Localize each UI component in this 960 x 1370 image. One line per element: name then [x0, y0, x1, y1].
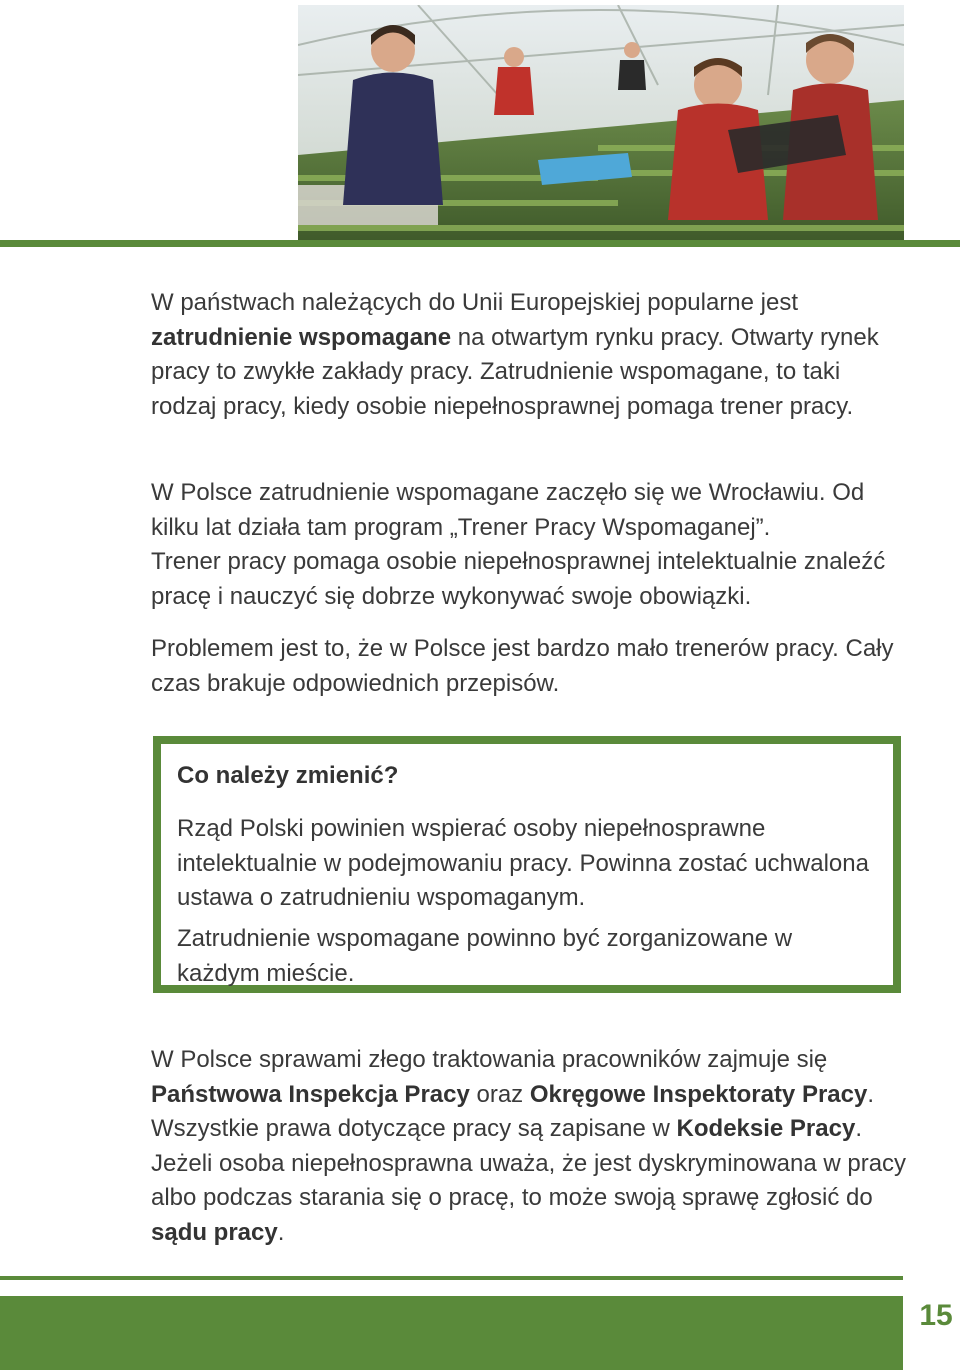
footer-line — [0, 1276, 903, 1280]
footer-bar — [0, 1296, 903, 1370]
paragraph-supported-employment: W państwach należących do Unii Europejskiej popularne jest zatrudnienie wspomagane na otwartym rynku pracy. Otwarty rynek pracy to zwykłe zakłady pracy. Zatrudnienie wspomagane, to taki rodzaj pracy, kiedy osobie niepełnosprawnej pomaga trener pracy. — [151, 289, 879, 420]
paragraph-wroclaw-program: W Polsce zatrudnienie wspomagane zaczęło się we Wrocławiu. Od kilku lat działa tam program „Trener Pracy Wspomaganej”. — [151, 479, 865, 541]
box-paragraph-every-city: Zatrudnienie wspomagane powinno być zorganizowane w każdym mieście. — [177, 925, 793, 987]
photo-divider — [0, 240, 960, 247]
paragraph-job-trainer: Trener pracy pomaga osobie niepełnosprawnej intelektualnie znaleźć pracę i nauczyć się dobrze wykonywać swoje obowiązki. — [151, 548, 886, 610]
box-paragraph-government: Rząd Polski powinien wspierać osoby niepełnosprawne intelektualnie w podejmowaniu pracy. Powinna zostać uchwalona ustawa o zatrudnieniu wspomaganym. — [177, 815, 869, 911]
page-number: 15 — [919, 1299, 953, 1332]
paragraph-problem: Problemem jest to, że w Polsce jest bardzo mało trenerów pracy. Cały czas brakuje odpowiednich przepisów. — [151, 635, 894, 697]
what-to-change-box — [153, 736, 901, 993]
greenhouse-photo — [298, 5, 904, 243]
paragraph-labour-inspection: W Polsce sprawami złego traktowania pracowników zajmuje się Państwowa Inspekcja Pracy oraz Okręgowe Inspektoraty Pracy. Wszystkie prawa dotyczące pracy są zapisane w Kodeksie Pracy. Jeżeli osoba niepełnosprawna uważa, że jest dyskryminowana w pracy albo podczas starania się o pracę, to może swoją sprawę zgłosić do sądu pracy. — [151, 1046, 907, 1246]
box-heading: Co należy zmienić? — [177, 762, 399, 789]
